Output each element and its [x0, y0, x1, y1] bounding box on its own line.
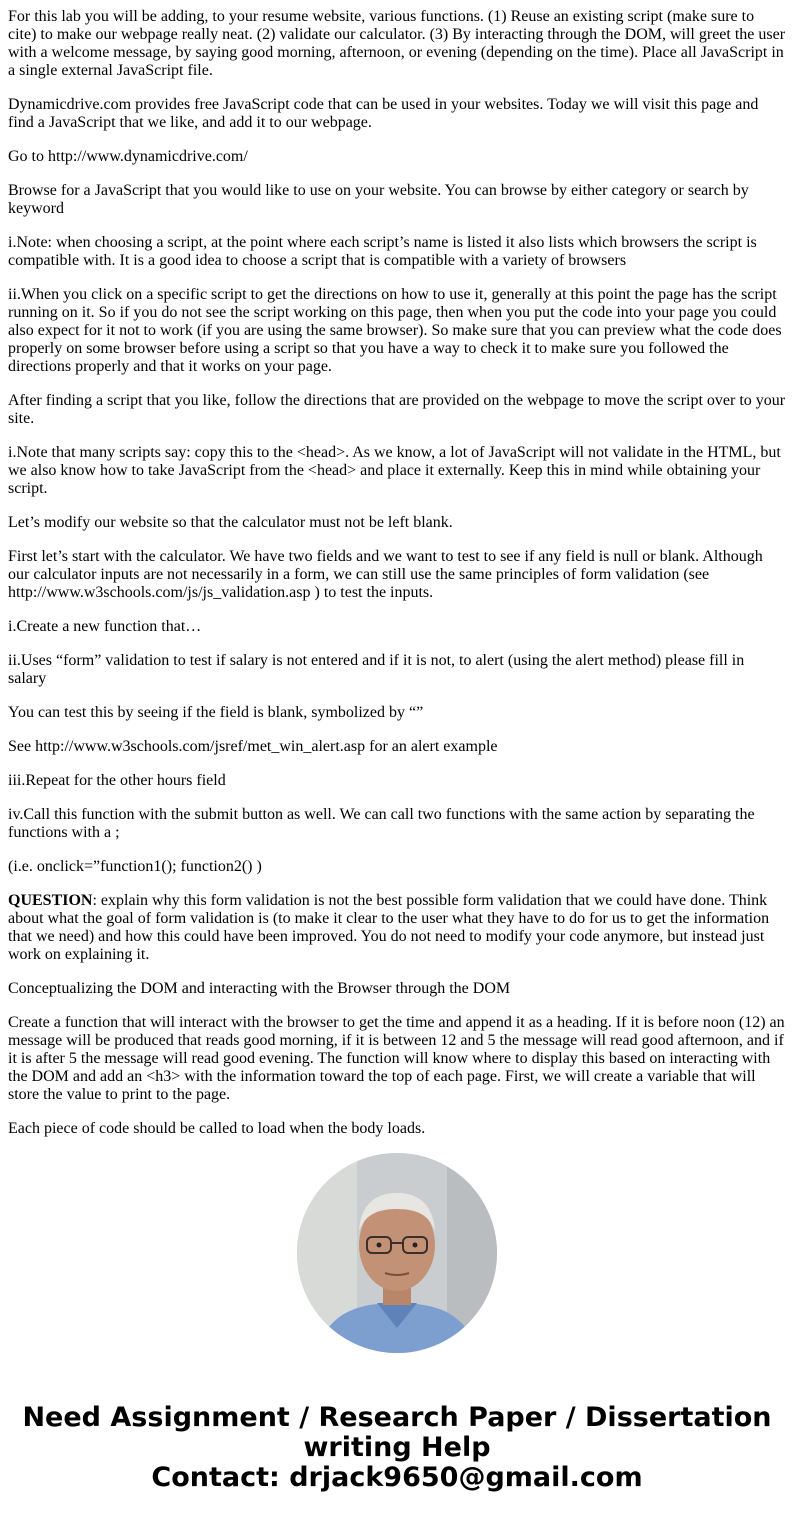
paragraph: Let’s modify our website so that the calculator must not be left blank. [8, 514, 453, 531]
paragraph: i.Note that many scripts say: copy this to the <head>. As we know, a lot of JavaScript will not validate in the HTML, but we also know how to take JavaScript from the <head> and place it externally. Keep this in mind while obtaining your script. [8, 444, 781, 497]
paragraph: iii.Repeat for the other hours field [8, 772, 226, 789]
paragraph: ii.Uses “form” validation to test if salary is not entered and if it is not, to alert (using the alert method) please fill in salary [8, 652, 745, 687]
paragraph: You can test this by seeing if the field is blank, symbolized by “” [8, 704, 424, 721]
paragraph: i.Create a new function that… [8, 618, 202, 635]
avatar [297, 1153, 497, 1353]
promo-line: writing Help [303, 1432, 491, 1463]
paragraph: After finding a script that you like, follow the directions that are provided on the webpage to move the script over to your site. [8, 392, 786, 427]
paragraph: Create a function that will interact with the browser to get the time and append it as a heading. If it is before noon (12) an message will be produced that reads good morning, if it is between 12 and 5 the message will read good afternoon, and if it is after 5 the message will read good evening. The function will know where to display this based on interacting with the DOM and add an <h3> with the information toward the top of each page. First, we will create a variable that will store the value to print to the page. [8, 1014, 785, 1103]
paragraph: Go to http://www.dynamicdrive.com/ [8, 148, 248, 165]
question-text: : explain why this form validation is not the best possible form validation that we could have done. Think about what the goal of form validation is (to make it clear to the user what they have to do for us to get the information that we need) and how this could have been improved. You do not need to modify your code anymore, but instead just work on explaining it. [8, 892, 770, 963]
promo-contact: Contact: drjack9650@gmail.com [151, 1462, 643, 1493]
promo-section [0, 1153, 794, 1493]
paragraph: For this lab you will be adding, to your resume website, various functions. (1) Reuse an existing script (make sure to cite) to make our webpage really neat. (2) validate our calculator. (3) By interacting through the DOM, will greet the user with a welcome message, by saying good morning, afternoon, or evening (depending on the time). Place all JavaScript in a single external JavaScript file. [8, 8, 786, 79]
paragraph: First let’s start with the calculator. We have two fields and we want to test to see if any field is null or blank. Although our calculator inputs are not necessarily in a form, we can still use the same principles of form validation (see http://www.w3schools.com/js/js_validation.asp ) to test the inputs. [8, 548, 763, 601]
promo-line: Need Assignment / Research Paper / Dissertation [22, 1402, 772, 1433]
paragraph: Each piece of code should be called to load when the body loads. [8, 1120, 426, 1137]
document-body [8, 8, 786, 1137]
paragraph: See http://www.w3schools.com/jsref/met_win_alert.asp for an alert example [8, 738, 498, 755]
avatar-portrait-image [297, 1153, 497, 1353]
paragraph: i.Note: when choosing a script, at the point where each script’s name is listed it also lists which browsers the script is compatible with. It is a good idea to choose a script that is compatible with a variety of browsers [8, 234, 757, 269]
paragraph: iv.Call this function with the submit button as well. We can call two functions with the same action by separating the functions with a ; [8, 806, 755, 841]
paragraph: ii.When you click on a specific script to get the directions on how to use it, generally at this point the page has the script running on it. So if you do not see the script working on this page, then when you put the code into your page you could also expect for it not to work (if you are using the same browser). So make sure that you can preview what the code does properly on some browser before using a script so that you have a way to check it to make sure you followed the directions properly and that it works on your page. [8, 286, 782, 375]
question-label: QUESTION [8, 892, 93, 909]
paragraph: Browse for a JavaScript that you would like to use on your website. You can browse by either category or search by keyword [8, 182, 749, 217]
paragraph: Dynamicdrive.com provides free JavaScript code that can be used in your websites. Today we will visit this page and find a JavaScript that we like, and add it to our webpage. [8, 96, 759, 131]
paragraph: (i.e. onclick=”function1(); function2() ) [8, 858, 262, 875]
promo-banner [0, 1403, 794, 1493]
paragraph: Conceptualizing the DOM and interacting with the Browser through the DOM [8, 980, 511, 997]
question-paragraph [8, 892, 786, 964]
